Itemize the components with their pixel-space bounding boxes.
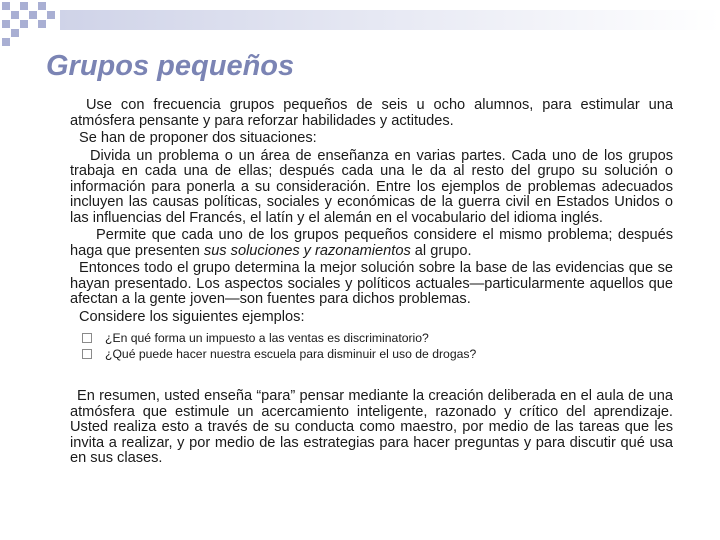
- paragraph-intro: Use con frecuencia grupos pequeños de seis u ocho alumnos, para estimular una atmósfera pensante y para reforzar habilidades y actitudes.: [70, 97, 673, 129]
- list-item-text: ¿Qué puede hacer nuestra escuela para disminuir el uso de drogas?: [105, 347, 477, 361]
- paragraph-situations: Se han de proponer dos situaciones:: [79, 130, 317, 146]
- checkbox-bullet-icon: [82, 349, 92, 359]
- paragraph-same-problem-start: Permite que cada uno de los grupos pequeños considere el mismo problema; después haga que presenten: [70, 227, 673, 259]
- list-item: [82, 330, 673, 346]
- checkbox-bullet-icon: [82, 333, 92, 343]
- slide-header-decoration: [0, 0, 720, 50]
- paragraph-group-determines: Entonces todo el grupo determina la mejor solución sobre la base de las evidencias que se hayan presentado. Los aspectos sociales y políticos actuales—particularmente aquellos que afectan a la gente joven—son fuentes para dichos problemas.: [70, 260, 673, 307]
- list-item-text: ¿En qué forma un impuesto a las ventas es discriminatorio?: [105, 331, 429, 345]
- slide-body: [70, 98, 673, 467]
- paragraph-same-problem: [70, 228, 673, 259]
- slide-title: Grupos pequeños: [46, 50, 295, 82]
- emphasis-solutions: sus soluciones y razonamientos: [203, 242, 411, 259]
- paragraph-same-problem-end: al grupo.: [410, 242, 472, 259]
- paragraph-summary: En resumen, usted enseña “para” pensar mediante la creación deliberada en el aula de una atmósfera que estimule un acercamiento inteligente, razonado y crítico del aprendizaje. Usted realiza esto a través de su conducta como maestro, por medio de las tareas que les invita a realizar, y por medio de las estrategias para hacer preguntas y para discutir qué usa en sus clases.: [70, 388, 673, 466]
- examples-list: [82, 330, 673, 362]
- paragraph-examples-intro: Considere los siguientes ejemplos:: [79, 308, 305, 325]
- list-item: [82, 346, 673, 362]
- paragraph-divide-problem: Divida un problema o un área de enseñanza en varias partes. Cada uno de los grupos trabaja en cada una de ellas; después cada una le da al resto del grupo su solución o información para ponerla a su consideración. Entre los ejemplos de problemas adecuados incluyen las causas políticas, sociales y económicas de la guerra civil en Estados Unidos o las influencias del Francés, el latín y el alemán en el vocabulario del idioma inglés.: [70, 147, 673, 226]
